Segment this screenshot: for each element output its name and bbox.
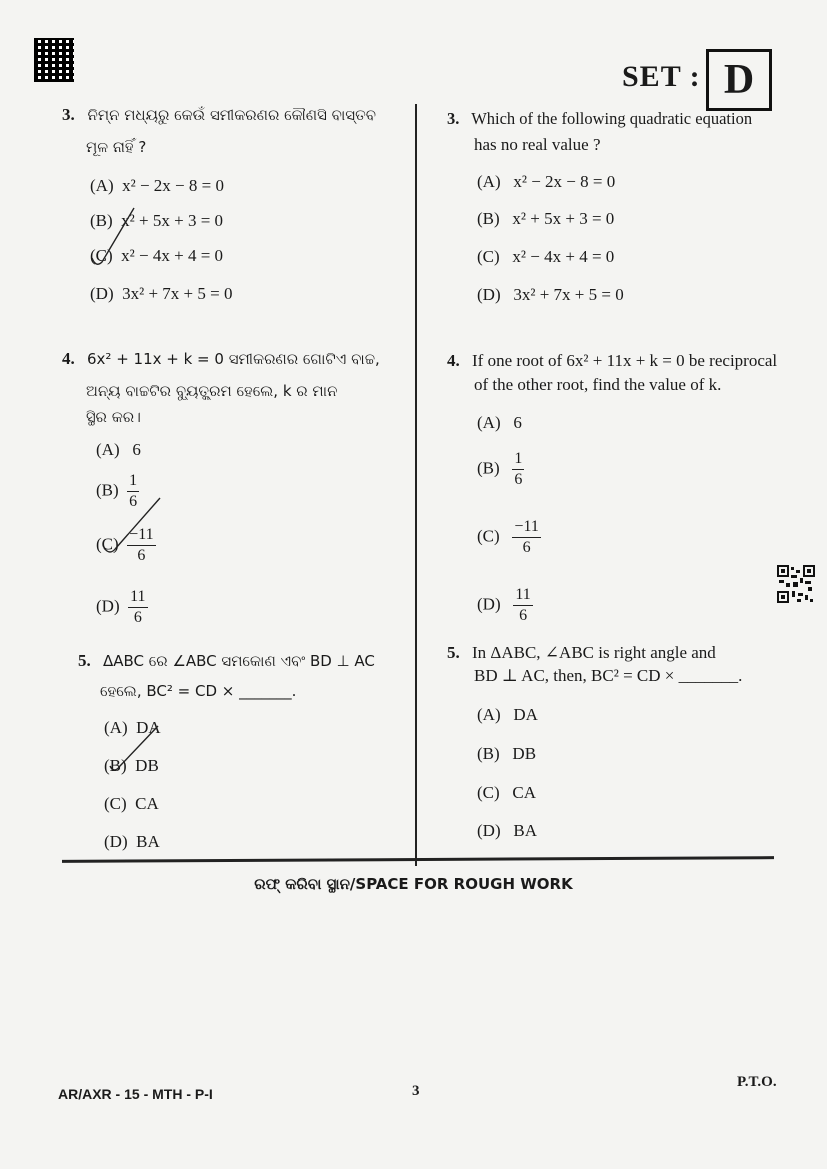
set-label: SET : [622,60,701,93]
fraction: $\frac{1}{6}$ [514,450,523,488]
handwritten-tick-mark [98,490,168,560]
right-q4-option-d[interactable]: (D) $\frac{11}{6}$ [477,586,531,624]
question-number: 5. [78,651,91,670]
left-q4-option-a[interactable]: (A) 6 [96,440,141,459]
right-q5-option-a[interactable]: (A) DA [477,705,538,724]
handwritten-tick-mark [104,720,164,780]
right-q4-question-line2: of the other root, find the value of k. [474,375,722,394]
left-q4-question-line2: ଅନ୍ୟ ବାଚ୍ଚଟିର ବ୍ୟୁତ୍କ୍ରମ ହେଲେ, k ର ମାନ [86,382,338,400]
corner-barcode [34,38,74,82]
left-q4-question [62,348,380,370]
right-q3-option-d[interactable]: (D) 3x² + 7x + 5 = 0 [477,285,624,304]
right-q4-option-c[interactable]: (C) $\frac{-11}{6}$ [477,518,539,556]
right-q3-option-a[interactable]: (A) x² − 2x − 8 = 0 [477,172,616,191]
left-q5-option-a[interactable]: (A) DA [104,718,161,737]
right-q5-option-d[interactable]: (D) BA [477,821,537,840]
fraction: $\frac{-11}{6}$ [514,518,539,556]
section-divider [62,856,774,863]
left-q3-option-d[interactable]: (D) 3x² + 7x + 5 = 0 [90,284,233,303]
left-q4-option-d[interactable]: (D) $\frac{11}{6}$ [96,588,146,626]
right-q5-question-line2: BD ⊥ AC, then, BC² = CD × _______. [474,666,743,685]
set-value-box: D [706,49,772,111]
fraction: $\frac{1}{6}$ [129,472,138,510]
rough-work-heading: ରଫ୍ କରିବା ସ୍ଥାନ/SPACE FOR ROUGH WORK [254,875,573,893]
paper-code: AR/AXR - 15 - MTH - P-I [58,1086,213,1102]
question-text: ନିମ୍ନ ମଧ୍ୟରୁ କେଉଁ ସମୀକରଣର କୌଣସି ବାସ୍ତବ [87,106,377,124]
left-q3-option-a[interactable]: (A) x² − 2x − 8 = 0 [90,176,224,195]
question-text: If one root of 6x² + 11x + k = 0 be reciprocal [472,351,778,370]
right-q4-option-b[interactable]: (B) $\frac{1}{6}$ [477,450,523,488]
right-q5-option-c[interactable]: (C) CA [477,783,537,802]
left-q5-option-c[interactable]: (C) CA [104,794,159,813]
left-q4-option-b[interactable]: (B) $\frac{1}{6}$ [96,472,138,510]
fraction: $\frac{11}{6}$ [130,588,146,626]
left-q3-question [62,104,376,126]
left-q5-question-line2: ହେଲେ, BC² = CD × _______. [100,682,297,700]
left-q5-option-b[interactable]: (B) DB [104,756,159,775]
right-q3-question [447,108,752,130]
question-number: 4. [62,349,75,368]
question-number: 3. [447,109,460,128]
page-number: 3 [412,1083,420,1099]
right-q3-option-c[interactable]: (C) x² − 4x + 4 = 0 [477,247,615,266]
fraction: $\frac{-11}{6}$ [129,526,154,564]
left-q3-question-line2: ମୂଳ ନାହିଁ ? [86,138,147,156]
left-q4-option-c[interactable]: (C) $\frac{-11}{6}$ [96,526,154,564]
question-text: ΔABC ରେ ∠ABC ସମକୋଣ ଏବଂ BD ⊥ AC [103,652,375,670]
left-q3-option-c[interactable]: (C) x² − 4x + 4 = 0 [90,246,224,265]
left-q5-question [78,650,375,672]
left-q4-question-line3: ସ୍ଥିର କର। [86,408,141,426]
left-q3-option-b[interactable]: (B) x² + 5x + 3 = 0 [90,211,224,230]
fraction: $\frac{11}{6}$ [515,586,531,624]
question-number: 3. [62,105,75,124]
question-text: Which of the following quadratic equation [471,109,753,128]
question-text: 6x² + 11x + k = 0 ସମୀକରଣର ଗୋଟିଏ ବାଚ୍ଚ, [87,350,380,368]
column-divider [415,104,417,866]
right-q4-question [447,350,777,372]
pto-label: P.T.O. [737,1074,777,1090]
handwritten-tick-mark [88,200,148,275]
right-q5-question [447,642,716,664]
question-number: 4. [447,351,460,370]
right-q3-option-b[interactable]: (B) x² + 5x + 3 = 0 [477,209,615,228]
left-q5-option-d[interactable]: (D) BA [104,832,160,851]
qr-code [777,565,815,603]
right-q3-question-line2: has no real value ? [474,135,601,154]
right-q4-option-a[interactable]: (A) 6 [477,413,522,432]
question-number: 5. [447,643,460,662]
question-text: In ΔABC, ∠ABC is right angle and [472,643,716,662]
right-q5-option-b[interactable]: (B) DB [477,744,537,763]
